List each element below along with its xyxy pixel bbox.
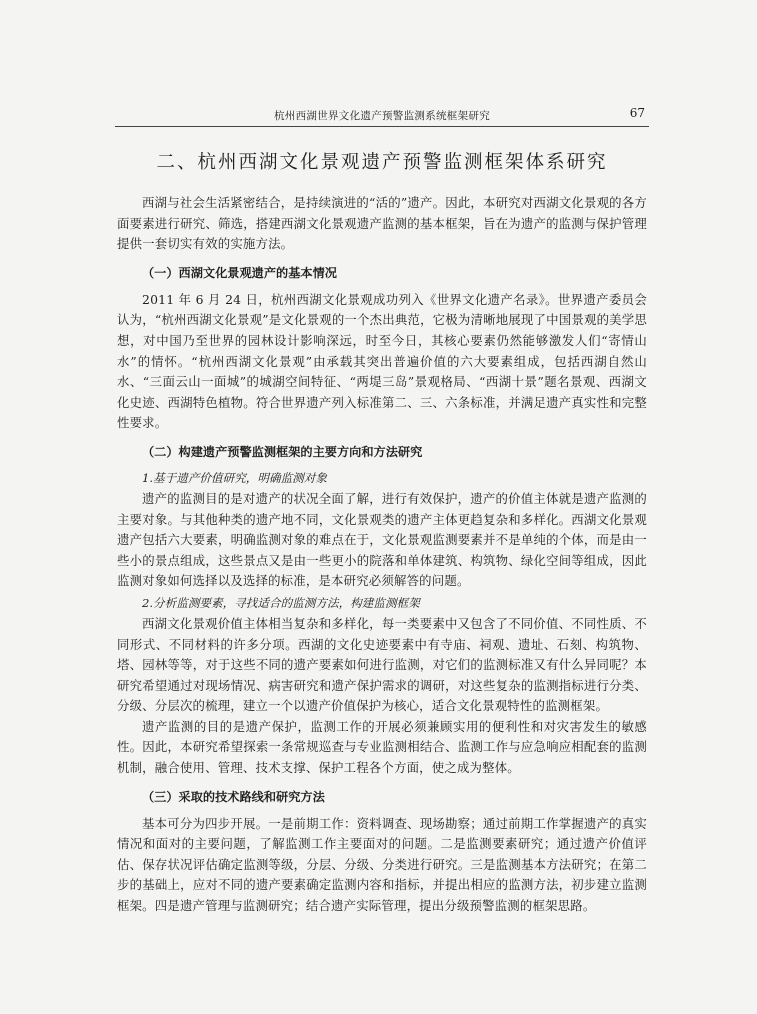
paragraph: 2011 年 6 月 24 日，杭州西湖文化景观成功列入《世界文化遗产名录》。世界遗产委员会认为，“杭州西湖文化景观”是文化景观的一个杰出典范，它极为清晰地展现了中国景观的美学思想，对中国乃至世界的园林设计影响深远，时至今日，其核心要素仍然能够激发人们“寄情山水”的情怀。“杭州西湖文化景观”由承载其突出普遍价值的六大要素组成，包括西湖自然山水、“三面云山一面城”的城湖空间特征、“两堤三岛”景观格局、“西湖十景”题名景观、西湖文化史迹、西湖特色植物。符合世界遗产列入标准第二、三、六条标准，并满足遗产真实性和完整性要求。 — [117, 291, 647, 431]
item-heading-1: 1.基于遗产价值研究，明确监测对象 — [142, 470, 327, 485]
subsection-heading-1: （一）西湖文化景观遗产的基本情况 — [142, 265, 337, 280]
paragraph: 遗产监测的目的是遗产保护，监测工作的开展必须兼顾实用的便利性和对灾害发生的敏感性。因此，本研究希望探索一条常规巡查与专业监测相结合、监测工作与应急响应相配套的监测机制，融合使用、管理、技术支撑、保护工程各个方面，使之成为整体。 — [117, 718, 647, 776]
paragraph: 西湖文化景观价值主体相当复杂和多样化，每一类要素中又包含了不同价值、不同性质、不同形式、不同材料的许多分项。西湖的文化史迹要素中有寺庙、祠观、遗址、石刻、构筑物、塔、园林等等，对于这些不同的遗产要素如何进行监测，对它们的监测标准又有什么异同呢？本研究希望通过对现场情况、病害研究和遗产保护需求的调研，对这些复杂的监测指标进行分类、分级、分层次的梳理，建立一个以遗产价值保护为核心，适合文化景观特性的监测框架。 — [117, 615, 647, 714]
paragraph: 基本可分为四步开展。一是前期工作：资料调查、现场勘察；通过前期工作掌握遗产的真实情况和面对的主要问题，了解监测工作主要面对的问题。二是监测要素研究；通过遗产价值评估、保存状况评估确定监测等级，分层、分级、分类进行研究。三是监测基本方法研究；在第二步的基础上，应对不同的遗产要素确定监测内容和指标，并提出相应的监测方法，初步建立监测框架。四是遗产管理与监测研究；结合遗产实际管理，提出分级预警监测的框架思路。 — [117, 815, 647, 914]
section-title: 二、杭州西湖文化景观遗产预警监测框架体系研究 — [156, 152, 608, 173]
running-header — [115, 106, 649, 127]
subsection-heading-3: （三）采取的技术路线和研究方法 — [142, 789, 325, 804]
item-heading-2: 2.分析监测要素，寻找适合的监测方法，构建监测框架 — [142, 595, 420, 610]
subsection-heading-2: （二）构建遗产预警监测框架的主要方向和方法研究 — [142, 444, 423, 459]
running-title: 杭州西湖世界文化遗产预警监测系统框架研究 — [274, 110, 490, 122]
page-number: 67 — [629, 106, 645, 120]
paragraph: 遗产的监测目的是对遗产的状况全面了解，进行有效保护，遗产的价值主体就是遗产监测的主要对象。与其他种类的遗产地不同，文化景观类的遗产主体更趋复杂和多样化。西湖文化景观遗产包括六大要素，明确监测对象的难点在于，文化景观监测要素并不是单纯的个体，而是由一些小的景点组成，这些景点又是由一些更小的院落和单体建筑、构筑物、绿化空间等组成，因此监测对象如何选择以及选择的标准，是本研究必须解答的问题。 — [117, 490, 647, 589]
page-body — [117, 151, 647, 917]
intro-paragraph: 西湖与社会生活紧密结合，是持续演进的“活的”遗产。因此，本研究对西湖文化景观的各方面要素进行研究、筛选，搭建西湖文化景观遗产监测的基本框架，旨在为遗产的监测与保护管理提供一套切实有效的实施方法。 — [117, 195, 647, 252]
